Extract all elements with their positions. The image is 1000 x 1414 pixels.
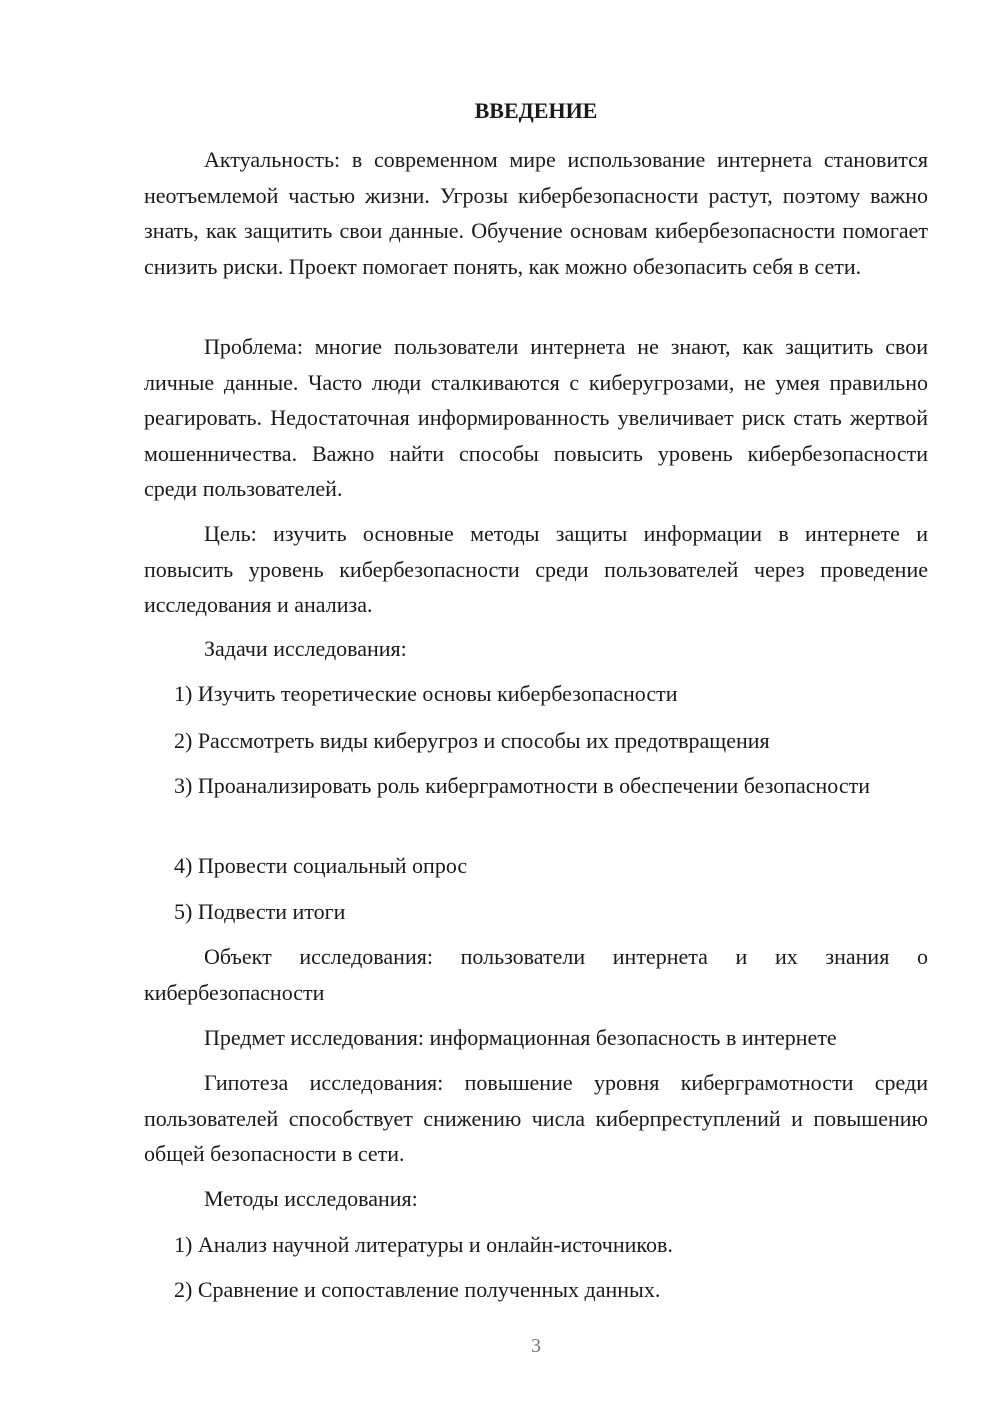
task-item-4: 4) Провести социальный опрос [174, 853, 468, 878]
method-item-1: 1) Анализ научной литературы и онлайн-источников. [174, 1232, 673, 1257]
paragraph-subject: Предмет исследования: информационная безопасность в интернете [204, 1025, 837, 1050]
task-item-5: 5) Подвести итоги [174, 899, 346, 924]
paragraph-object: Объект исследования: пользователи интернета и их знания о кибербезопасности [144, 944, 928, 1005]
paragraph-problem: Проблема: многие пользователи интернета не знают, как защитить свои личные данные. Часто люди сталкиваются с киберугрозами, не умея правильно реагировать. Недостаточная информированность увеличивает риск стать жертвой мошенничества. Важно найти способы повысить уровень кибербезопасности среди пользователей. [144, 334, 928, 501]
page-number: 3 [531, 1335, 541, 1357]
paragraph-goal: Цель: изучить основные методы защиты информации в интернете и повысить уровень кибербезопасности среди пользователей через проведение исследования и анализа. [144, 521, 928, 617]
method-item-2: 2) Сравнение и сопоставление полученных данных. [174, 1277, 661, 1302]
paragraph-hypothesis: Гипотеза исследования: повышение уровня киберграмотности среди пользователей способствует снижению числа киберпреступлений и повышению общей безопасности в сети. [144, 1070, 928, 1166]
section-title: ВВЕДЕНИЕ [474, 98, 598, 123]
task-item-3: 3) Проанализировать роль киберграмотности в обеспечении безопасности [174, 773, 871, 798]
task-item-2: 2) Рассмотреть виды киберугроз и способы их предотвращения [174, 728, 770, 753]
paragraph-relevance: Актуальность: в современном мире использование интернета становится неотъемлемой частью жизни. Угрозы кибербезопасности растут, поэтому важно знать, как защитить свои данные. Обучение основам кибербезопасности помогает снизить риски. Проект помогает понять, как можно обезопасить себя в сети. [144, 147, 928, 279]
methods-heading: Методы исследования: [204, 1186, 418, 1211]
task-item-1: 1) Изучить теоретические основы кибербезопасности [174, 681, 678, 706]
tasks-heading: Задачи исследования: [204, 636, 407, 661]
